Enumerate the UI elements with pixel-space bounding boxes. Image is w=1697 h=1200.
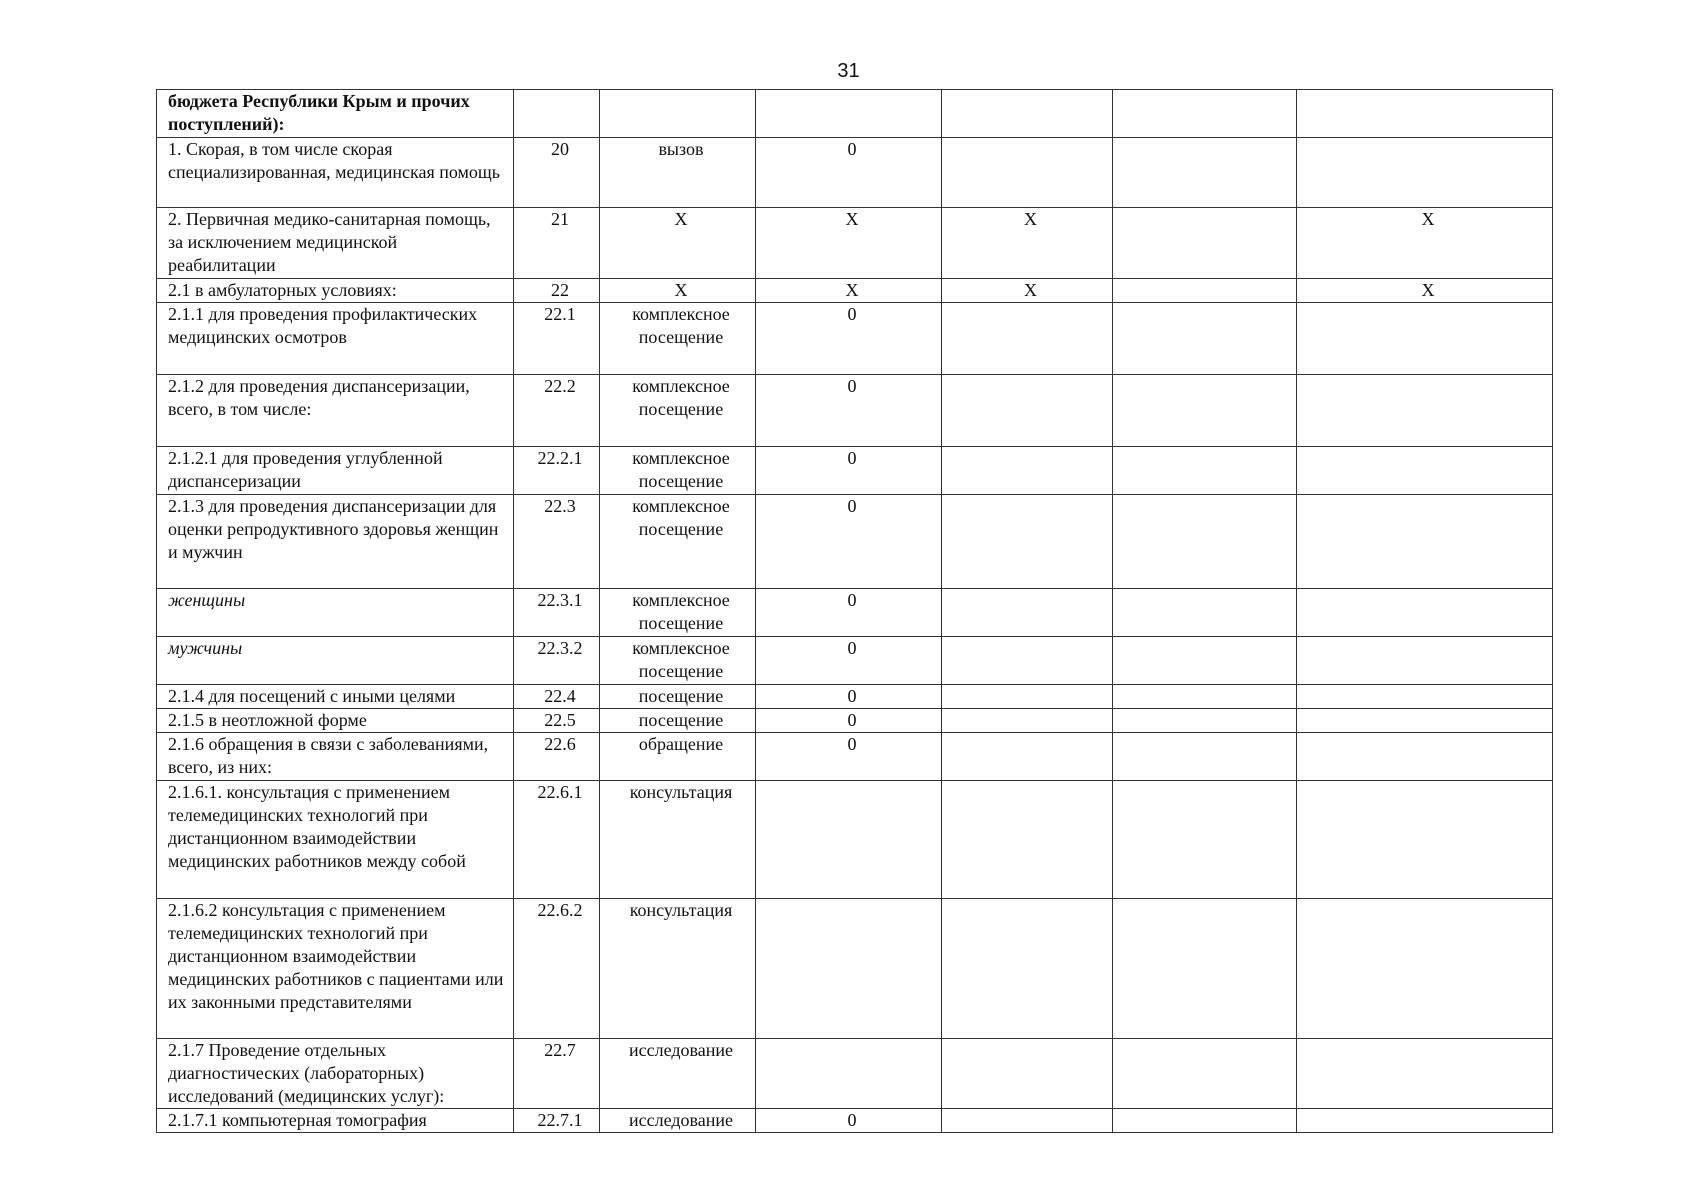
row-code-cell: 22.3 (514, 495, 600, 589)
row-value-cell-4: 0 (756, 637, 942, 685)
row-value-cell-7 (1297, 733, 1553, 781)
row-code-cell: 22.5 (514, 709, 600, 733)
table-row (157, 733, 1553, 781)
row-value-cell-5: X (942, 208, 1113, 279)
row-name-cell: 1. Скорая, в том числе скорая специализированная, медицинская помощь (157, 138, 514, 208)
row-name-cell: 2.1.1 для проведения профилактических медицинских осмотров (157, 303, 514, 375)
row-value-cell-6 (1113, 899, 1297, 1039)
row-code-cell: 22.6.2 (514, 899, 600, 1039)
row-name-cell: 2.1.7.1 компьютерная томография (157, 1109, 514, 1133)
row-value-cell-7 (1297, 781, 1553, 899)
table-body (157, 90, 1553, 1133)
row-code-cell: 22.4 (514, 685, 600, 709)
row-value-cell-7 (1297, 1109, 1553, 1133)
row-code-cell: 22.7 (514, 1039, 600, 1109)
table-row (157, 279, 1553, 303)
row-value-cell-5 (942, 899, 1113, 1039)
row-name-cell: 2.1.5 в неотложной форме (157, 709, 514, 733)
row-name-cell: 2.1.6 обращения в связи с заболеваниями, всего, из них: (157, 733, 514, 781)
row-name-cell: 2.1.6.2 консультация с применением телемедицинских технологий при дистанционном взаимодействии медицинских работников с пациентами или их законными представителями (157, 899, 514, 1039)
row-unit-cell: комплексное посещение (600, 447, 756, 495)
row-value-cell-4: X (756, 279, 942, 303)
row-unit-cell: комплексное посещение (600, 589, 756, 637)
row-code-cell: 22.6.1 (514, 781, 600, 899)
row-value-cell-7 (1297, 589, 1553, 637)
row-value-cell-4: 0 (756, 375, 942, 447)
table-row (157, 685, 1553, 709)
row-value-cell-4: 0 (756, 495, 942, 589)
row-value-cell-7 (1297, 375, 1553, 447)
table-row (157, 303, 1553, 375)
row-value-cell-5 (942, 685, 1113, 709)
row-value-cell-4: X (756, 208, 942, 279)
row-value-cell-7 (1297, 709, 1553, 733)
row-unit-cell: X (600, 208, 756, 279)
row-value-cell-7: X (1297, 279, 1553, 303)
row-value-cell-4 (756, 90, 942, 138)
table-row (157, 90, 1553, 138)
row-value-cell-5 (942, 637, 1113, 685)
row-unit-cell: исследование (600, 1109, 756, 1133)
row-code-cell: 22.2.1 (514, 447, 600, 495)
row-name-cell: 2.1 в амбулаторных условиях: (157, 279, 514, 303)
row-value-cell-6 (1113, 279, 1297, 303)
row-value-cell-4 (756, 899, 942, 1039)
data-table (156, 89, 1553, 1133)
row-value-cell-4: 0 (756, 733, 942, 781)
row-unit-cell (600, 90, 756, 138)
row-value-cell-4: 0 (756, 138, 942, 208)
row-unit-cell: X (600, 279, 756, 303)
row-value-cell-7 (1297, 899, 1553, 1039)
row-unit-cell: вызов (600, 138, 756, 208)
row-code-cell: 22 (514, 279, 600, 303)
row-unit-cell: комплексное посещение (600, 637, 756, 685)
table-row (157, 637, 1553, 685)
row-value-cell-4: 0 (756, 589, 942, 637)
row-unit-cell: консультация (600, 899, 756, 1039)
table-row (157, 709, 1553, 733)
row-value-cell-4: 0 (756, 1109, 942, 1133)
row-value-cell-6 (1113, 303, 1297, 375)
row-name-cell: 2.1.2.1 для проведения углубленной диспансеризации (157, 447, 514, 495)
table-row (157, 589, 1553, 637)
row-value-cell-6 (1113, 637, 1297, 685)
row-code-cell: 20 (514, 138, 600, 208)
row-name-cell: женщины (157, 589, 514, 637)
table-row (157, 1109, 1553, 1133)
row-name-cell: 2.1.2 для проведения диспансеризации, всего, в том числе: (157, 375, 514, 447)
row-name-cell: 2. Первичная медико-санитарная помощь, за исключением медицинской реабилитации (157, 208, 514, 279)
row-name-cell: 2.1.4 для посещений с иными целями (157, 685, 514, 709)
row-value-cell-5 (942, 375, 1113, 447)
row-code-cell: 22.3.2 (514, 637, 600, 685)
table-row (157, 208, 1553, 279)
row-value-cell-5 (942, 90, 1113, 138)
row-value-cell-5 (942, 733, 1113, 781)
row-code-cell: 21 (514, 208, 600, 279)
row-value-cell-7 (1297, 303, 1553, 375)
row-value-cell-7 (1297, 685, 1553, 709)
row-value-cell-7: X (1297, 208, 1553, 279)
row-value-cell-6 (1113, 208, 1297, 279)
table-row (157, 495, 1553, 589)
row-name-cell: 2.1.7 Проведение отдельных диагностических (лабораторных) исследований (медицинских услуг): (157, 1039, 514, 1109)
row-value-cell-7 (1297, 90, 1553, 138)
row-code-cell: 22.3.1 (514, 589, 600, 637)
row-value-cell-6 (1113, 138, 1297, 208)
row-code-cell: 22.2 (514, 375, 600, 447)
row-name-cell: мужчины (157, 637, 514, 685)
table-row (157, 447, 1553, 495)
row-unit-cell: посещение (600, 685, 756, 709)
row-unit-cell: консультация (600, 781, 756, 899)
row-name-cell: бюджета Республики Крым и прочих поступлений): (157, 90, 514, 138)
row-value-cell-5 (942, 709, 1113, 733)
row-value-cell-7 (1297, 447, 1553, 495)
row-value-cell-4: 0 (756, 685, 942, 709)
row-value-cell-6 (1113, 589, 1297, 637)
row-value-cell-7 (1297, 495, 1553, 589)
row-unit-cell: посещение (600, 709, 756, 733)
row-name-cell: 2.1.6.1. консультация с применением телемедицинских технологий при дистанционном взаимодействии медицинских работников между собой (157, 781, 514, 899)
row-value-cell-5 (942, 495, 1113, 589)
row-value-cell-6 (1113, 495, 1297, 589)
row-value-cell-4 (756, 781, 942, 899)
table-row (157, 899, 1553, 1039)
row-value-cell-6 (1113, 447, 1297, 495)
row-value-cell-4: 0 (756, 303, 942, 375)
row-code-cell (514, 90, 600, 138)
row-unit-cell: комплексное посещение (600, 375, 756, 447)
table-row (157, 375, 1553, 447)
table-row (157, 781, 1553, 899)
row-unit-cell: исследование (600, 1039, 756, 1109)
row-value-cell-6 (1113, 1109, 1297, 1133)
row-code-cell: 22.1 (514, 303, 600, 375)
row-value-cell-6 (1113, 685, 1297, 709)
table-row (157, 138, 1553, 208)
row-value-cell-6 (1113, 709, 1297, 733)
row-value-cell-6 (1113, 1039, 1297, 1109)
row-unit-cell: комплексное посещение (600, 495, 756, 589)
row-code-cell: 22.7.1 (514, 1109, 600, 1133)
row-value-cell-5 (942, 781, 1113, 899)
table-row (157, 1039, 1553, 1109)
row-value-cell-4 (756, 1039, 942, 1109)
row-code-cell: 22.6 (514, 733, 600, 781)
row-value-cell-6 (1113, 733, 1297, 781)
row-value-cell-5 (942, 1039, 1113, 1109)
row-value-cell-7 (1297, 138, 1553, 208)
row-value-cell-5 (942, 138, 1113, 208)
row-name-cell: 2.1.3 для проведения диспансеризации для оценки репродуктивного здоровья женщин и мужчин (157, 495, 514, 589)
row-value-cell-6 (1113, 90, 1297, 138)
row-value-cell-6 (1113, 781, 1297, 899)
row-value-cell-5 (942, 447, 1113, 495)
row-value-cell-6 (1113, 375, 1297, 447)
row-value-cell-4: 0 (756, 447, 942, 495)
row-value-cell-4: 0 (756, 709, 942, 733)
page-number: 31 (837, 60, 860, 82)
row-value-cell-5: X (942, 279, 1113, 303)
row-value-cell-7 (1297, 637, 1553, 685)
row-value-cell-7 (1297, 1039, 1553, 1109)
row-value-cell-5 (942, 589, 1113, 637)
row-unit-cell: обращение (600, 733, 756, 781)
row-unit-cell: комплексное посещение (600, 303, 756, 375)
row-value-cell-5 (942, 1109, 1113, 1133)
row-value-cell-5 (942, 303, 1113, 375)
